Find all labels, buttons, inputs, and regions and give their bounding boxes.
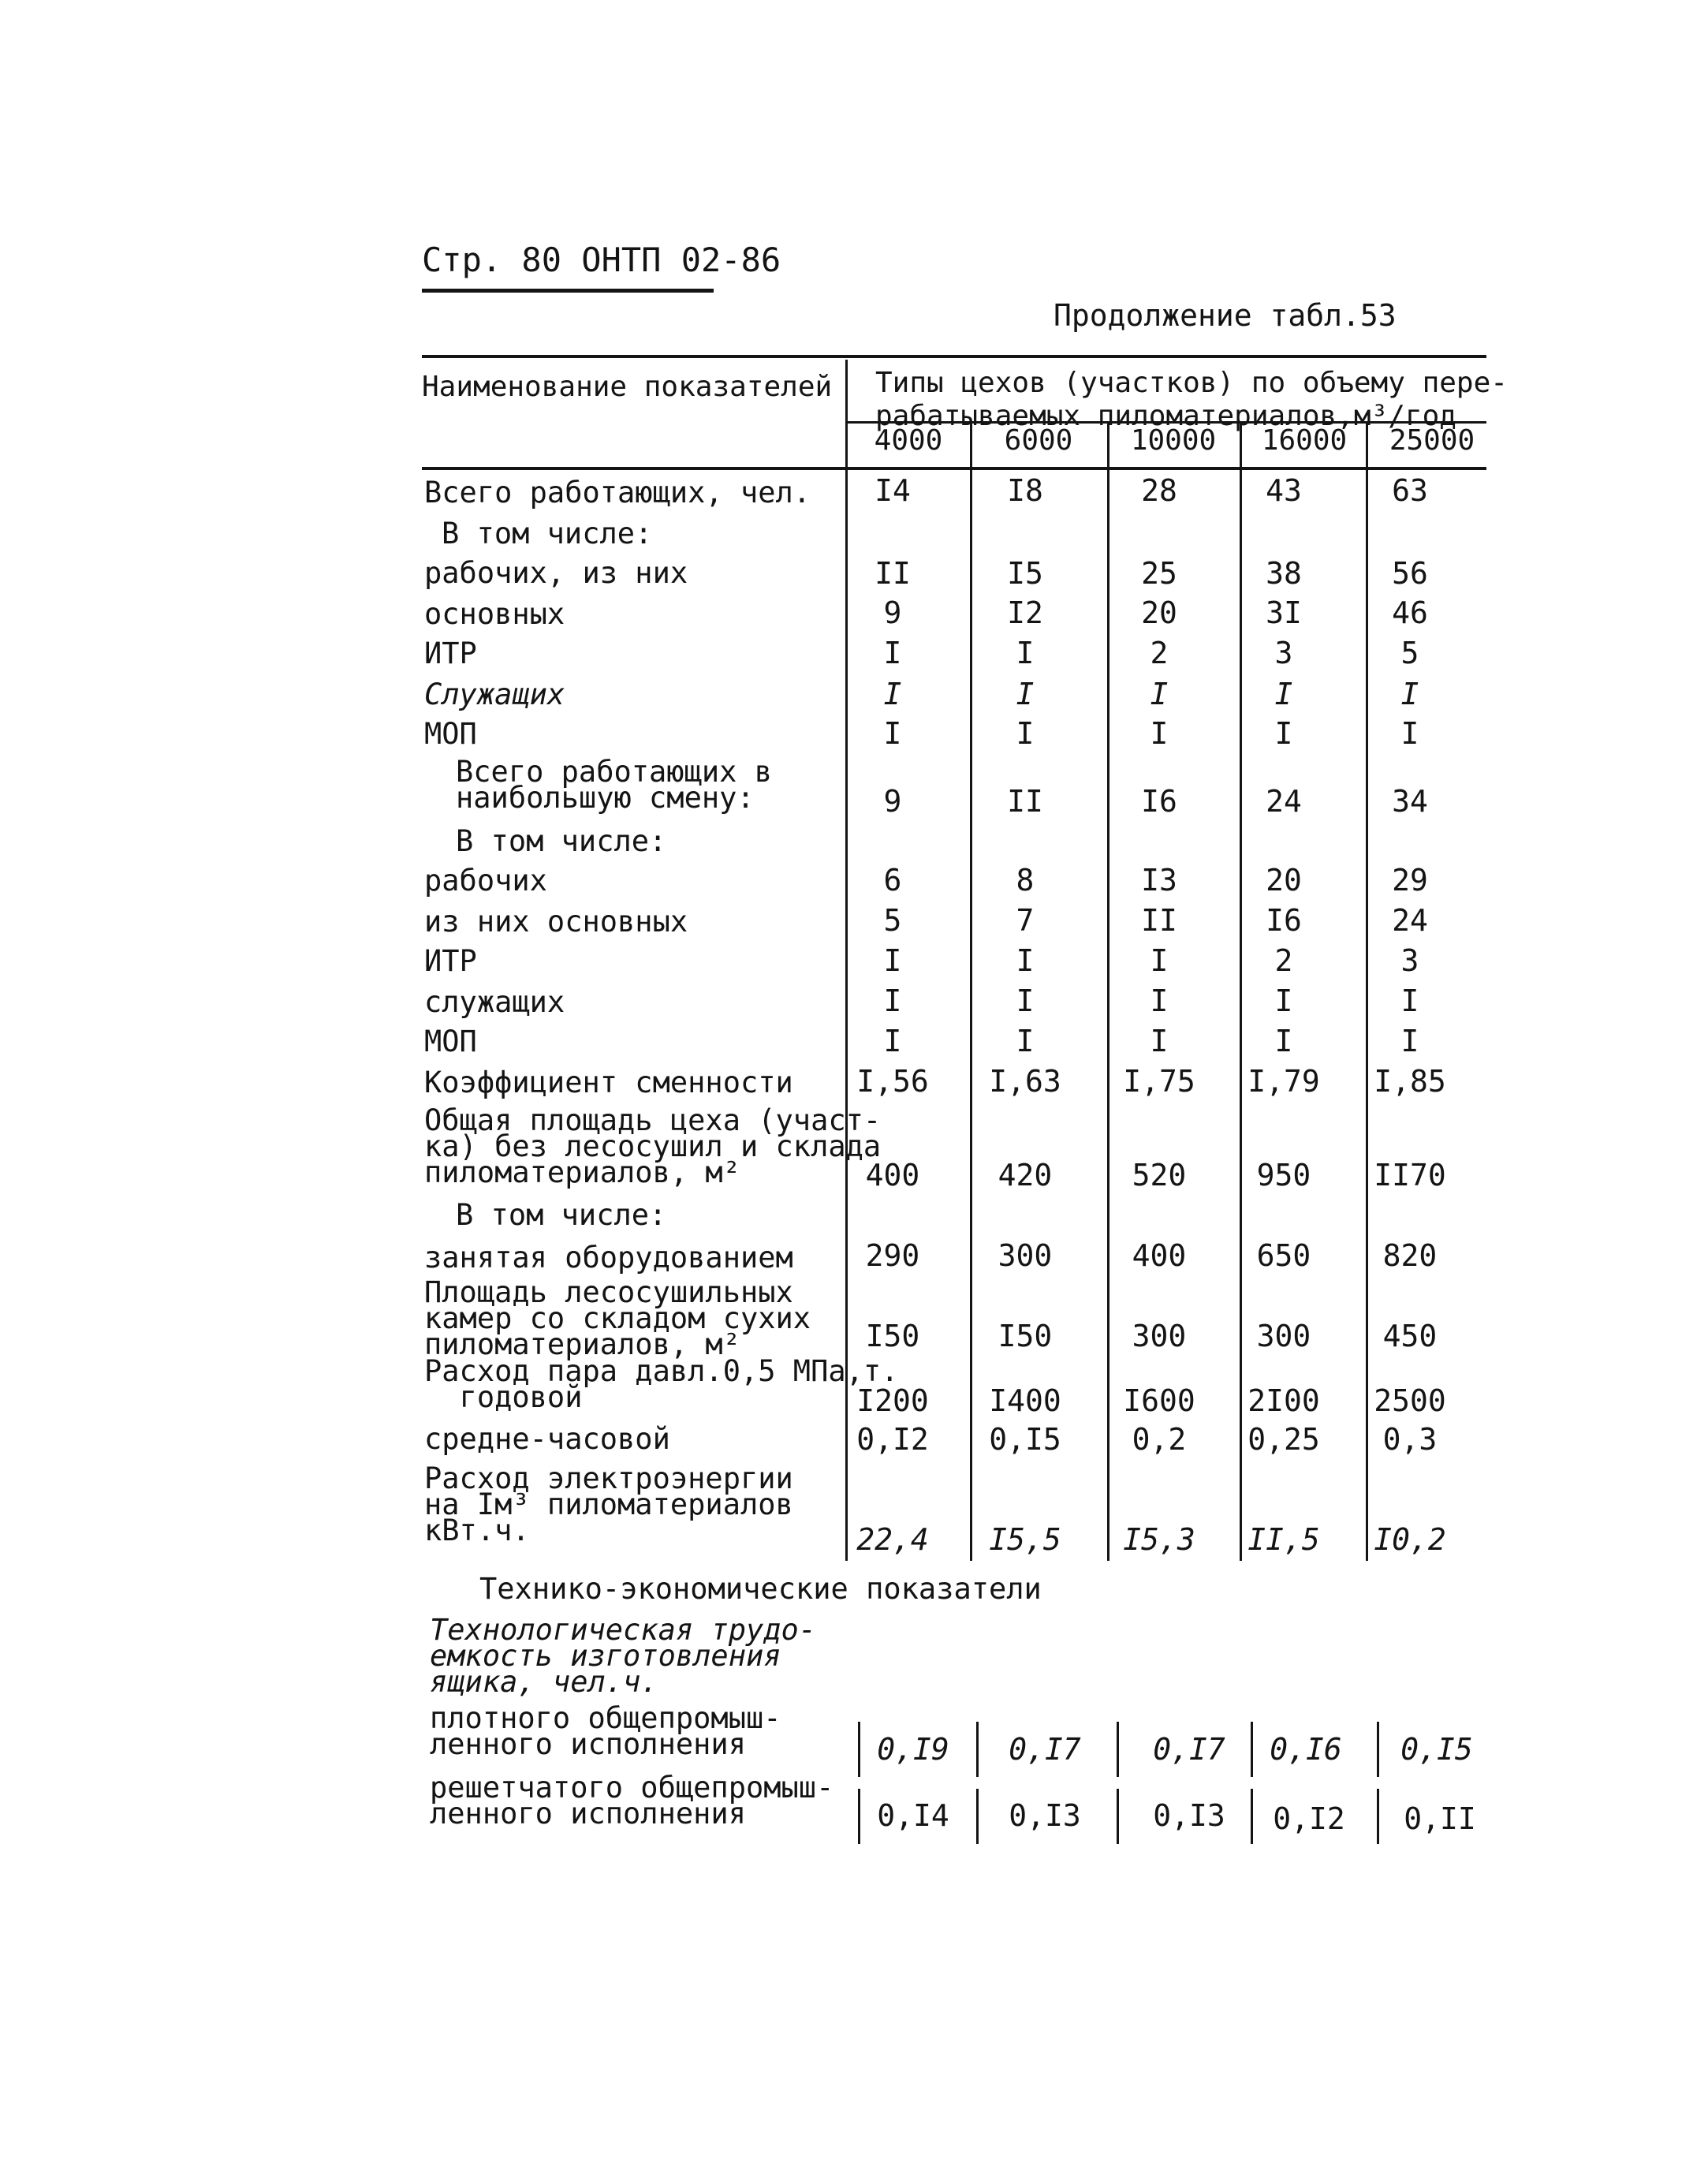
cell: I <box>1016 983 1035 1018</box>
column-divider <box>976 1722 979 1777</box>
page-header: Стр. 80 ОНТП 02-86 <box>422 241 781 279</box>
cell: 420 <box>998 1158 1053 1193</box>
cell: 0,I2 <box>1273 1801 1345 1836</box>
row-label: Технологическая трудо- емкость изготовления ящика, чел.ч. <box>430 1613 817 1699</box>
row-label: решетчатого общепромыш- ленного исполнения <box>430 1771 834 1831</box>
cell: I400 <box>989 1383 1061 1418</box>
cell: 34 <box>1392 784 1428 819</box>
cell: I200 <box>856 1383 929 1418</box>
cell: I <box>883 943 902 978</box>
cell: I2 <box>1007 595 1043 630</box>
column-divider <box>1377 1722 1379 1777</box>
cell: 0,3 <box>1382 1422 1438 1457</box>
cell: I <box>883 716 902 751</box>
cell: 650 <box>1256 1238 1311 1273</box>
cell: I,56 <box>856 1064 929 1099</box>
cell: I,85 <box>1374 1064 1446 1099</box>
cell: I <box>1400 983 1419 1018</box>
row-label: Всего работающих в наибольшую смену: <box>456 755 772 815</box>
row-label: ИТР <box>424 944 477 978</box>
row-label: Расход пара давл.0,5 МПа,т. годовой <box>424 1354 899 1414</box>
cell: I <box>1274 677 1293 711</box>
cell: II <box>1141 903 1177 938</box>
column-divider <box>970 468 972 1561</box>
cell: 2I00 <box>1247 1383 1320 1418</box>
cell: 25 <box>1141 556 1177 591</box>
cell: 3I <box>1266 595 1302 630</box>
cell: I <box>1274 716 1293 751</box>
table-head-bottom-rule <box>422 467 1486 470</box>
cell: 20 <box>1141 595 1177 630</box>
row-label: рабочих <box>424 864 547 898</box>
row-label: Расход электроэнергии на Iм³ пиломатериалов кВт.ч. <box>424 1461 793 1547</box>
cell: I <box>1016 677 1035 711</box>
cell: I600 <box>1123 1383 1195 1418</box>
cell: 0,I5 <box>989 1422 1061 1457</box>
cell: I <box>1400 1024 1419 1058</box>
cell: I <box>883 1024 902 1058</box>
row-label: В том числе: <box>456 1198 667 1232</box>
cell: 22,4 <box>856 1522 929 1557</box>
row-label: основных <box>424 597 565 631</box>
row-label: плотного общепромыш- ленного исполнения <box>430 1701 781 1761</box>
row-label: В том числе: <box>456 824 667 858</box>
cell: 3 <box>1400 943 1419 978</box>
cell: I <box>883 677 902 711</box>
column-header-group-line: рабатываемых пиломатериалов,м³/год <box>875 400 1456 432</box>
cell: II <box>1007 784 1043 819</box>
cell: 820 <box>1382 1238 1438 1273</box>
cell: 9 <box>883 784 902 819</box>
cell: 56 <box>1392 556 1428 591</box>
cell: I8 <box>1007 473 1043 508</box>
column-header-25000: 25000 <box>1389 424 1475 457</box>
cell: 300 <box>998 1238 1053 1273</box>
column-divider <box>976 1789 979 1844</box>
cell: I5,5 <box>989 1522 1061 1557</box>
cell: I0,2 <box>1374 1522 1446 1557</box>
cell: 5 <box>1400 636 1419 670</box>
header-underline <box>422 289 714 293</box>
cell: I5,3 <box>1123 1522 1195 1557</box>
row-label: из них основных <box>424 905 688 939</box>
row-label: Всего работающих, чел. <box>424 476 811 509</box>
cell: 3 <box>1274 636 1293 670</box>
row-label: рабочих, из них <box>424 556 688 590</box>
column-divider <box>1117 1722 1119 1777</box>
column-header-10000: 10000 <box>1130 424 1217 457</box>
cell: I5 <box>1007 556 1043 591</box>
column-divider <box>858 1722 860 1777</box>
cell: 63 <box>1392 473 1428 508</box>
row-label: занятая оборудованием <box>424 1241 793 1275</box>
cell: 5 <box>883 903 902 938</box>
column-divider <box>1117 1789 1119 1844</box>
cell: 0,I7 <box>1009 1732 1081 1767</box>
cell: 46 <box>1392 595 1428 630</box>
cell: I <box>1274 983 1293 1018</box>
cell: 0,I3 <box>1009 1798 1081 1833</box>
cell: I <box>1016 636 1035 670</box>
cell: 9 <box>883 595 902 630</box>
cell: 7 <box>1016 903 1035 938</box>
cell: 520 <box>1132 1158 1187 1193</box>
row-label: Площадь лесосушильных камер со складом сухих пиломатериалов, м² <box>424 1275 811 1361</box>
cell: I <box>883 636 902 670</box>
cell: I,63 <box>989 1064 1061 1099</box>
cell: 8 <box>1016 863 1035 898</box>
cell: 0,I5 <box>1400 1732 1473 1767</box>
cell: I <box>1150 677 1169 711</box>
cell: 28 <box>1141 473 1177 508</box>
cell: I4 <box>875 473 911 508</box>
row-label: Общая площадь цеха (участ- ка) без лесосушил и склада пиломатериалов, м² <box>424 1103 882 1189</box>
row-label: ИТР <box>424 636 477 670</box>
column-divider <box>858 1789 860 1844</box>
cell: I <box>1150 983 1169 1018</box>
cell: 24 <box>1266 784 1302 819</box>
cell: 0,I3 <box>1153 1798 1225 1833</box>
row-label: МОП <box>424 1025 477 1058</box>
column-header-16000: 16000 <box>1261 424 1348 457</box>
cell: 400 <box>865 1158 920 1193</box>
cell: 24 <box>1392 903 1428 938</box>
cell: I <box>1274 1024 1293 1058</box>
cell: 400 <box>1132 1238 1187 1273</box>
cell: 2500 <box>1374 1383 1446 1418</box>
cell: I <box>1150 716 1169 751</box>
cell: I <box>1400 677 1419 711</box>
cell: I,79 <box>1247 1064 1320 1099</box>
cell: 950 <box>1256 1158 1311 1193</box>
row-label: В том числе: <box>442 517 653 551</box>
cell: I,75 <box>1123 1064 1195 1099</box>
cell: I <box>1150 943 1169 978</box>
row-label: Коэффициент сменности <box>424 1066 793 1099</box>
column-divider <box>845 360 848 468</box>
cell: II70 <box>1374 1158 1446 1193</box>
cell: 0,II <box>1404 1801 1476 1836</box>
cell: 6 <box>883 863 902 898</box>
row-label: Служащих <box>424 677 565 711</box>
column-header-4000: 4000 <box>874 424 943 457</box>
cell: 0,I7 <box>1153 1732 1225 1767</box>
cell: 29 <box>1392 863 1428 898</box>
cell: 300 <box>1132 1319 1187 1353</box>
cell: II,5 <box>1247 1522 1320 1557</box>
cell: I <box>883 983 902 1018</box>
cell: I <box>1150 1024 1169 1058</box>
cell: 43 <box>1266 473 1302 508</box>
cell: 20 <box>1266 863 1302 898</box>
column-header-group-line: Типы цехов (участков) по объему пере- <box>875 367 1508 399</box>
column-divider <box>1251 1789 1253 1844</box>
column-divider <box>1251 1722 1253 1777</box>
row-label: служащих <box>424 985 565 1019</box>
column-divider <box>1377 1789 1379 1844</box>
cell: I50 <box>998 1319 1053 1353</box>
column-header-group <box>875 367 1508 433</box>
row-label: средне-часовой <box>424 1422 670 1456</box>
cell: I <box>1016 716 1035 751</box>
cell: 0,2 <box>1132 1422 1187 1457</box>
cell: 0,I6 <box>1270 1732 1342 1767</box>
column-header-6000: 6000 <box>1004 424 1073 457</box>
cell: 2 <box>1274 943 1293 978</box>
cell: II <box>875 556 911 591</box>
section-title: Технико-экономические показатели <box>479 1572 1042 1606</box>
cell: 38 <box>1266 556 1302 591</box>
cell: I3 <box>1141 863 1177 898</box>
cell: 0,I2 <box>856 1422 929 1457</box>
cell: 0,I4 <box>877 1798 949 1833</box>
table-continuation-label: Продолжение табл.53 <box>1054 298 1397 333</box>
cell: I6 <box>1141 784 1177 819</box>
cell: I <box>1016 1024 1035 1058</box>
cell: 300 <box>1256 1319 1311 1353</box>
cell: I <box>1400 716 1419 751</box>
column-divider <box>1107 468 1109 1561</box>
cell: I <box>1016 943 1035 978</box>
cell: 290 <box>865 1238 920 1273</box>
cell: I6 <box>1266 903 1302 938</box>
cell: I50 <box>865 1319 920 1353</box>
column-header-name: Наименование показателей <box>422 371 833 403</box>
cell: 450 <box>1382 1319 1438 1353</box>
cell: 0,I9 <box>877 1732 949 1767</box>
row-label: МОП <box>424 717 477 751</box>
table-top-rule <box>422 355 1486 358</box>
cell: 0,25 <box>1247 1422 1320 1457</box>
cell: 2 <box>1150 636 1169 670</box>
